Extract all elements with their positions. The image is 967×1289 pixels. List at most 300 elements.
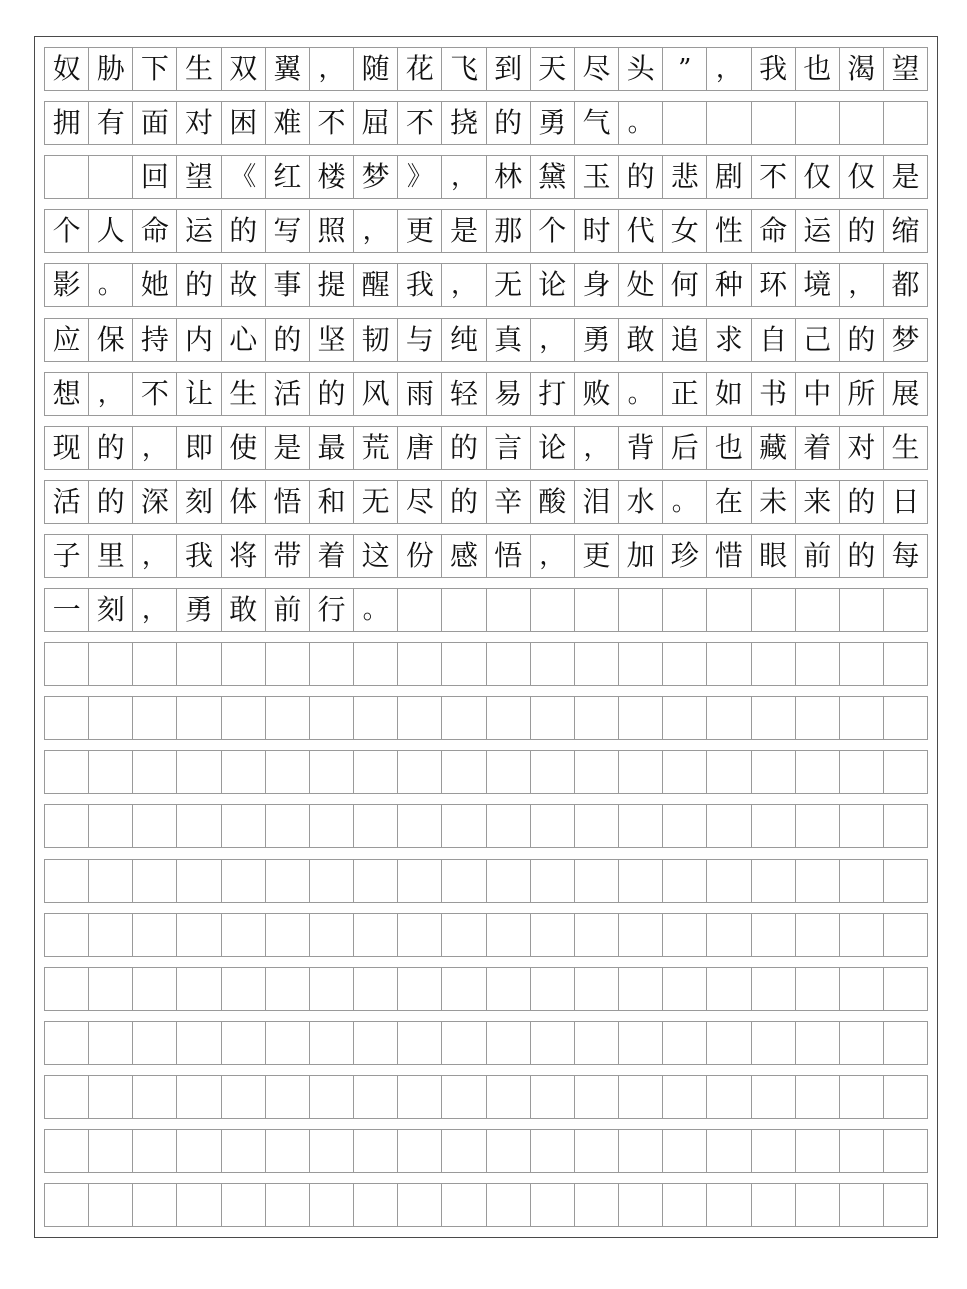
grid-row [44,47,928,91]
grid-cell: 写 [266,209,310,253]
grid-cell [663,101,707,145]
grid-cell [884,967,928,1011]
grid-cell [310,750,354,794]
grid-cell: 代 [619,209,663,253]
grid-cell: 带 [266,534,310,578]
grid-cell [222,696,266,740]
grid-cell: 在 [707,480,751,524]
grid-cell [45,642,89,686]
grid-cell [89,804,133,848]
grid-cell: 不 [310,101,354,145]
grid-row [44,263,928,307]
grid-cell [222,804,266,848]
grid-cell: 身 [575,263,619,307]
grid-cell [89,1129,133,1173]
grid-cell: 持 [133,318,177,362]
grid-cell: 感 [442,534,486,578]
grid-cell [398,696,442,740]
grid-cell [752,588,796,632]
grid-cell [619,1021,663,1065]
grid-cell [752,913,796,957]
grid-cell [796,696,840,740]
grid-cell [575,913,619,957]
grid-cell: ， [133,588,177,632]
grid-cell: 有 [89,101,133,145]
grid-cell [531,642,575,686]
grid-cell: 难 [266,101,310,145]
grid-cell: 都 [884,263,928,307]
grid-cell: 生 [222,372,266,416]
grid-cell: ， [89,372,133,416]
grid-cell: 。 [663,480,707,524]
grid-cell [663,750,707,794]
grid-cell: 仅 [796,155,840,199]
grid-cell [707,913,751,957]
grid-cell [796,1075,840,1119]
grid-cell: 剧 [707,155,751,199]
grid-cell: 所 [840,372,884,416]
grid-cell: 性 [707,209,751,253]
grid-cell [575,1075,619,1119]
grid-cell: 我 [398,263,442,307]
grid-cell [752,859,796,903]
grid-cell: 双 [222,47,266,91]
grid-cell: 尽 [398,480,442,524]
grid-cell: 女 [663,209,707,253]
grid-cell [177,804,221,848]
grid-cell [442,804,486,848]
grid-cell: 拥 [45,101,89,145]
grid-cell: 的 [222,209,266,253]
grid-cell [796,1129,840,1173]
grid-cell: 韧 [354,318,398,362]
grid-cell [884,804,928,848]
grid-cell [531,1021,575,1065]
grid-cell [45,1021,89,1065]
grid-cell: 敢 [222,588,266,632]
grid-cell: 梦 [884,318,928,362]
grid-cell [487,1021,531,1065]
grid-cell: 不 [752,155,796,199]
grid-cell [531,913,575,957]
grid-cell: 易 [487,372,531,416]
grid-cell: 随 [354,47,398,91]
grid-cell [707,696,751,740]
grid-cell [663,1129,707,1173]
grid-row [44,804,928,848]
grid-cell: 的 [840,534,884,578]
grid-cell: 屈 [354,101,398,145]
grid-cell [840,967,884,1011]
grid-cell [752,804,796,848]
grid-cell: 。 [619,372,663,416]
grid-cell: 想 [45,372,89,416]
grid-cell [884,588,928,632]
grid-cell: 如 [707,372,751,416]
grid-cell: 望 [884,47,928,91]
grid-cell: 刻 [177,480,221,524]
grid-cell [177,696,221,740]
grid-cell [45,1183,89,1227]
grid-cell [840,1021,884,1065]
grid-cell [266,913,310,957]
grid-cell [398,1075,442,1119]
grid-cell: 对 [840,426,884,470]
grid-cell [752,750,796,794]
grid-cell: 到 [487,47,531,91]
grid-cell [796,588,840,632]
grid-cell [266,1075,310,1119]
grid-cell [619,913,663,957]
grid-cell [133,1129,177,1173]
grid-cell: 那 [487,209,531,253]
grid-cell: 更 [575,534,619,578]
grid-cell: 真 [487,318,531,362]
grid-cell: ， [531,534,575,578]
grid-cell [442,1129,486,1173]
grid-cell [133,750,177,794]
grid-cell [619,1129,663,1173]
grid-cell [531,750,575,794]
grid-cell [45,913,89,957]
grid-cell: 书 [752,372,796,416]
grid-cell [840,642,884,686]
grid-cell: 命 [752,209,796,253]
grid-cell: 何 [663,263,707,307]
grid-cell [619,588,663,632]
grid-cell: 楼 [310,155,354,199]
grid-cell: 她 [133,263,177,307]
grid-cell [752,696,796,740]
grid-cell: 荒 [354,426,398,470]
grid-cell [575,804,619,848]
grid-cell: 故 [222,263,266,307]
grid-cell [531,1183,575,1227]
grid-cell [222,750,266,794]
grid-cell: 勇 [531,101,575,145]
grid-cell: 胁 [89,47,133,91]
grid-cell [487,750,531,794]
grid-cell: 运 [177,209,221,253]
grid-cell [398,967,442,1011]
grid-cell [531,859,575,903]
grid-row [44,1183,928,1227]
grid-cell: 望 [177,155,221,199]
grid-cell [487,1129,531,1173]
grid-cell [310,642,354,686]
grid-cell: 求 [707,318,751,362]
grid-cell [266,696,310,740]
grid-cell [487,1183,531,1227]
grid-cell: 环 [752,263,796,307]
grid-cell: 行 [310,588,354,632]
grid-cell [531,588,575,632]
grid-cell: 我 [752,47,796,91]
grid-cell: 运 [796,209,840,253]
grid-cell [442,642,486,686]
grid-row [44,209,928,253]
grid-row [44,1129,928,1173]
grid-cell: 照 [310,209,354,253]
grid-cell: 命 [133,209,177,253]
grid-cell [619,696,663,740]
grid-cell: 个 [45,209,89,253]
grid-cell [707,1021,751,1065]
grid-cell [663,588,707,632]
grid-cell: 困 [222,101,266,145]
grid-cell [487,859,531,903]
grid-cell [884,913,928,957]
grid-cell: 水 [619,480,663,524]
grid-cell: 头 [619,47,663,91]
grid-cell [531,1075,575,1119]
grid-cell: 眼 [752,534,796,578]
grid-cell: 刻 [89,588,133,632]
grid-cell: 奴 [45,47,89,91]
grid-cell: 深 [133,480,177,524]
grid-cell: 现 [45,426,89,470]
grid-row [44,859,928,903]
grid-cell: 生 [177,47,221,91]
grid-cell: 言 [487,426,531,470]
grid-cell: 论 [531,263,575,307]
grid-cell: 后 [663,426,707,470]
grid-cell [310,913,354,957]
grid-cell [663,696,707,740]
grid-cell: 的 [840,318,884,362]
grid-cell [442,1075,486,1119]
grid-cell [884,750,928,794]
grid-cell: 体 [222,480,266,524]
grid-cell: 梦 [354,155,398,199]
grid-cell [796,1183,840,1227]
grid-cell [89,967,133,1011]
grid-cell [310,1021,354,1065]
grid-cell: 日 [884,480,928,524]
grid-cell: 的 [442,426,486,470]
grid-cell [531,967,575,1011]
grid-cell [619,1183,663,1227]
grid-cell [398,750,442,794]
grid-cell [442,859,486,903]
grid-cell [752,1129,796,1173]
grid-cell [663,913,707,957]
grid-cell [177,967,221,1011]
grid-cell [707,750,751,794]
grid-cell: 挠 [442,101,486,145]
grid-cell: 中 [796,372,840,416]
grid-cell [266,859,310,903]
grid-cell: 无 [487,263,531,307]
grid-cell: 不 [133,372,177,416]
grid-cell [398,1183,442,1227]
grid-cell [619,804,663,848]
grid-cell [354,804,398,848]
grid-cell [840,1129,884,1173]
grid-cell: 着 [310,534,354,578]
grid-cell: 时 [575,209,619,253]
grid-cell [133,967,177,1011]
grid-cell [707,1075,751,1119]
grid-cell: 追 [663,318,707,362]
grid-cell [354,1075,398,1119]
grid-cell: 活 [45,480,89,524]
grid-cell [354,1021,398,1065]
grid-row [44,588,928,632]
grid-cell [487,588,531,632]
grid-cell [89,913,133,957]
grid-cell [222,859,266,903]
grid-cell [884,101,928,145]
grid-cell: 处 [619,263,663,307]
grid-cell [222,1129,266,1173]
grid-cell: 悲 [663,155,707,199]
grid-cell: 是 [884,155,928,199]
grid-cell [707,642,751,686]
grid-cell: 是 [266,426,310,470]
grid-cell: ” [663,47,707,91]
grid-cell: 打 [531,372,575,416]
grid-cell: 》 [398,155,442,199]
grid-cell [575,859,619,903]
grid-cell: 也 [707,426,751,470]
grid-cell [619,642,663,686]
grid-cell [310,804,354,848]
grid-cell: 来 [796,480,840,524]
grid-cell: 悟 [487,534,531,578]
grid-cell: 坚 [310,318,354,362]
grid-cell [840,588,884,632]
grid-cell [354,1129,398,1173]
grid-cell [177,1183,221,1227]
grid-cell: 缩 [884,209,928,253]
grid-cell: 前 [266,588,310,632]
grid-cell [487,696,531,740]
grid-cell [354,750,398,794]
grid-cell: 境 [796,263,840,307]
grid-row [44,642,928,686]
grid-cell [222,967,266,1011]
grid-cell [707,1129,751,1173]
grid-cell: 提 [310,263,354,307]
grid-cell: 雨 [398,372,442,416]
grid-cell: 的 [89,426,133,470]
grid-cell: 的 [840,480,884,524]
grid-cell [310,696,354,740]
grid-cell [487,913,531,957]
grid-cell [442,750,486,794]
grid-cell [89,642,133,686]
grid-cell: 惜 [707,534,751,578]
grid-cell [707,859,751,903]
grid-cell: 无 [354,480,398,524]
grid-cell: 黛 [531,155,575,199]
grid-cell [45,859,89,903]
grid-cell: 唐 [398,426,442,470]
grid-cell [442,1183,486,1227]
grid-cell: 藏 [752,426,796,470]
grid-cell: ， [840,263,884,307]
grid-cell: 这 [354,534,398,578]
grid-cell: 事 [266,263,310,307]
grid-cell [663,642,707,686]
grid-cell [796,101,840,145]
grid-cell: 花 [398,47,442,91]
grid-cell: 每 [884,534,928,578]
grid-cell [398,588,442,632]
grid-cell [796,804,840,848]
grid-cell [840,101,884,145]
grid-cell [222,1183,266,1227]
grid-cell: ， [531,318,575,362]
grid-cell: 气 [575,101,619,145]
grid-cell [45,967,89,1011]
grid-row [44,1075,928,1119]
grid-cell: ， [133,534,177,578]
grid-cell [133,696,177,740]
grid-cell [884,1075,928,1119]
grid-cell: 天 [531,47,575,91]
grid-cell [398,1129,442,1173]
grid-cell: 。 [354,588,398,632]
grid-cell: 风 [354,372,398,416]
grid-row [44,534,928,578]
grid-cell [177,750,221,794]
grid-cell: 论 [531,426,575,470]
grid-cell: 泪 [575,480,619,524]
grid-cell [222,913,266,957]
grid-cell [266,1129,310,1173]
grid-cell [575,642,619,686]
grid-row [44,372,928,416]
grid-cell [840,804,884,848]
grid-cell [840,1075,884,1119]
grid-cell: 珍 [663,534,707,578]
grid-cell: 的 [89,480,133,524]
grid-cell [575,1021,619,1065]
grid-cell: 红 [266,155,310,199]
grid-cell [840,859,884,903]
grid-cell [310,967,354,1011]
grid-cell [752,967,796,1011]
grid-cell: 玉 [575,155,619,199]
grid-row [44,426,928,470]
grid-cell [354,859,398,903]
grid-cell: 自 [752,318,796,362]
grid-cell: 纯 [442,318,486,362]
grid-cell [575,696,619,740]
grid-cell [796,859,840,903]
grid-cell: 活 [266,372,310,416]
grid-cell: 使 [222,426,266,470]
grid-cell: 让 [177,372,221,416]
grid-cell [45,750,89,794]
grid-cell: 辛 [487,480,531,524]
grid-cell [266,750,310,794]
grid-cell [177,642,221,686]
grid-cell [575,588,619,632]
grid-cell: 勇 [177,588,221,632]
grid-cell: ， [442,155,486,199]
grid-cell [752,1021,796,1065]
grid-cell [177,913,221,957]
grid-cell [487,967,531,1011]
grid-cell [398,1021,442,1065]
grid-cell: 我 [177,534,221,578]
grid-cell [796,913,840,957]
grid-cell [531,804,575,848]
grid-cell [796,967,840,1011]
